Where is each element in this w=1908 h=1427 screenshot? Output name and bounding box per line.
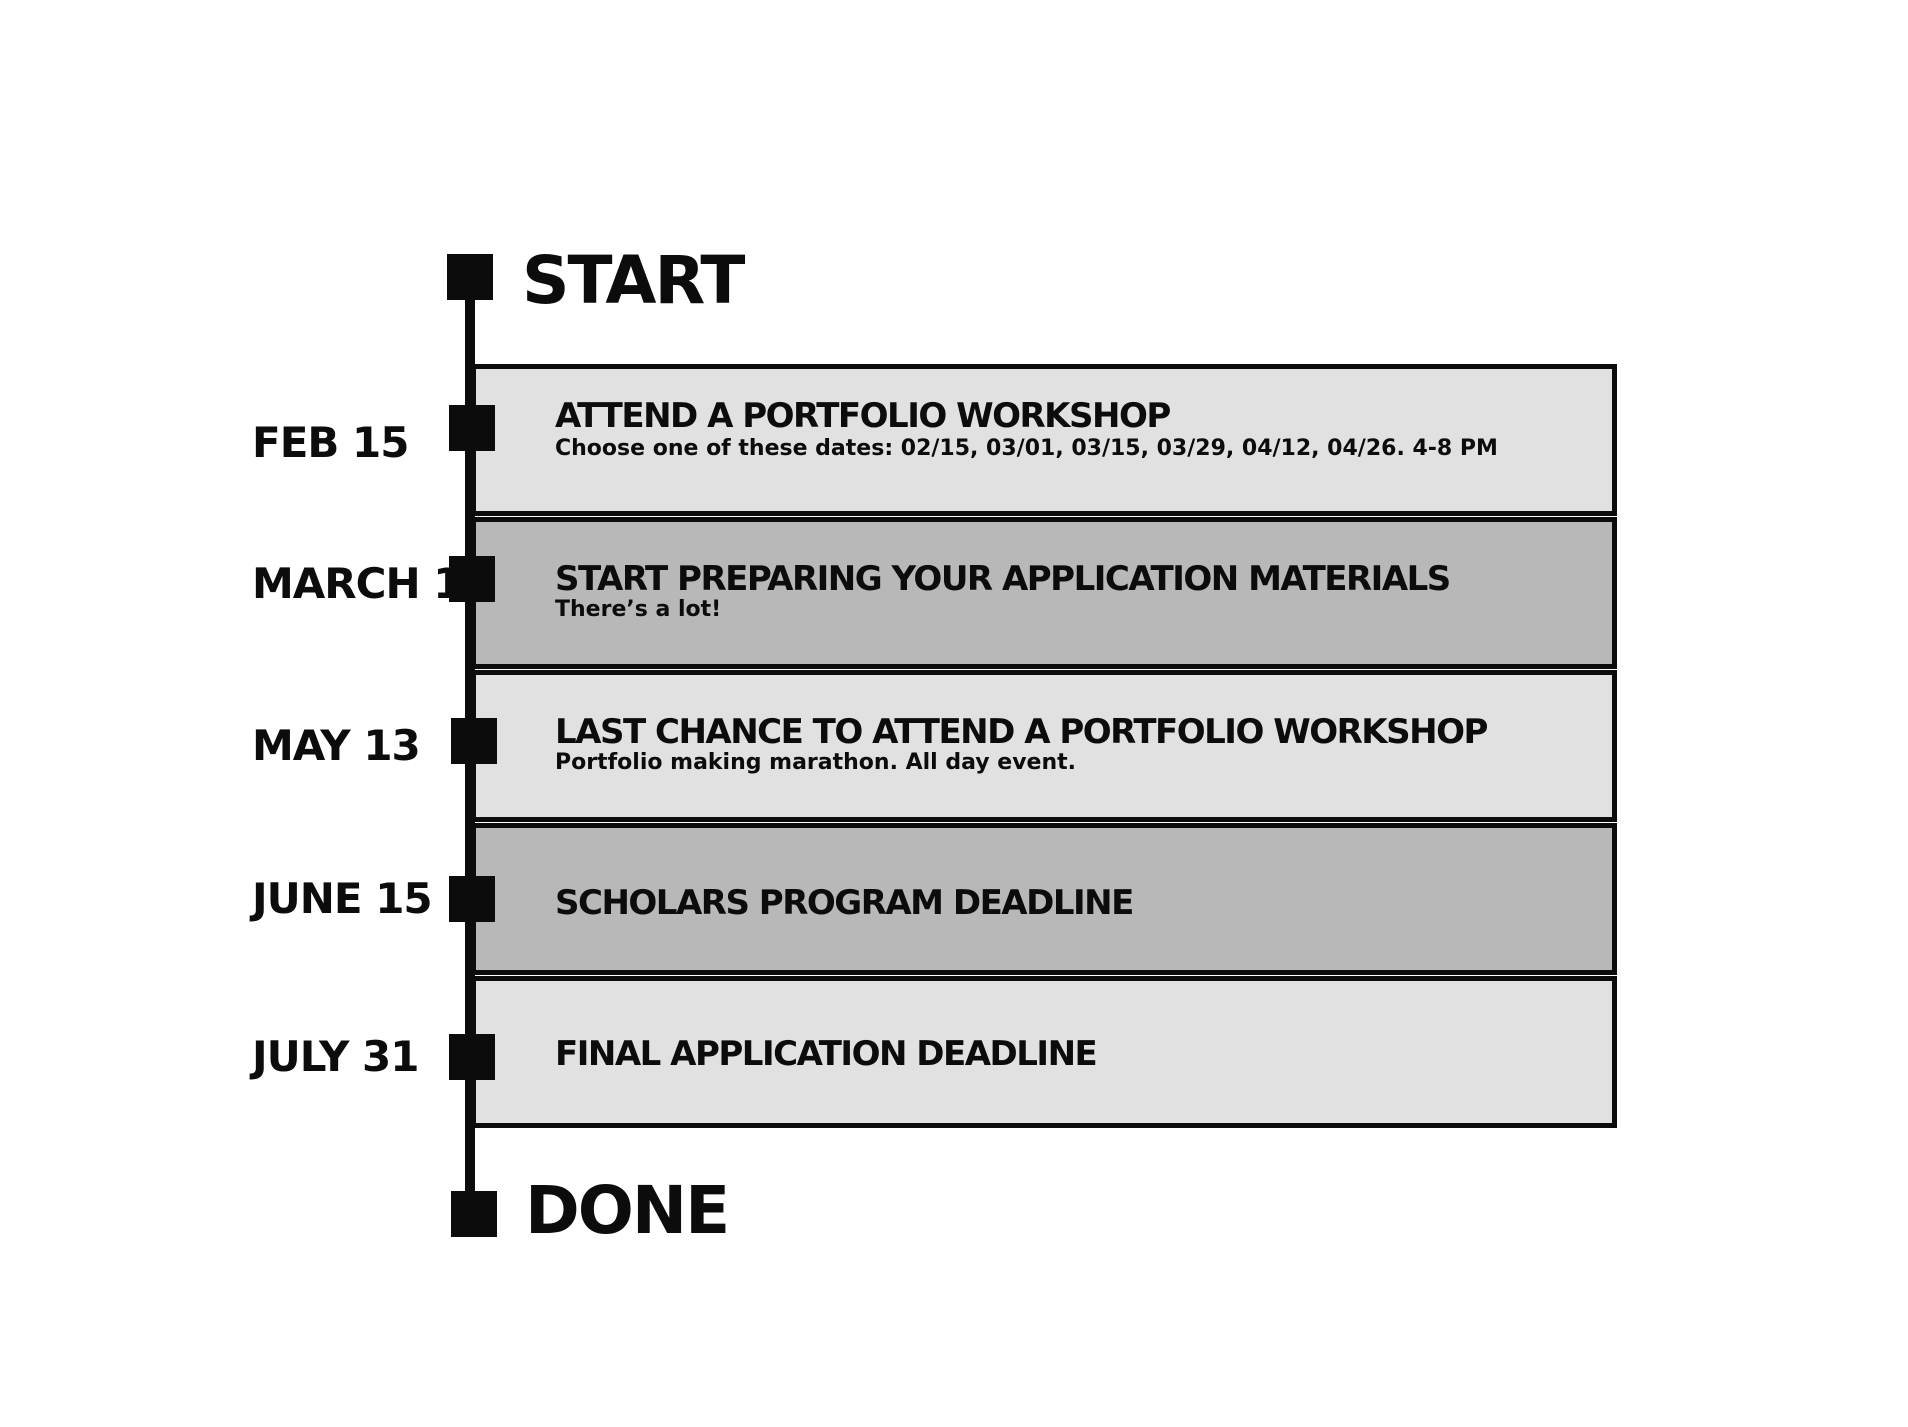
milestone-marker: [451, 718, 497, 764]
milestone-title: LAST CHANCE TO ATTEND A PORTFOLIO WORKSHOP: [555, 712, 1487, 752]
milestone-date: FEB 15: [252, 418, 409, 467]
milestone-subtitle: There’s a lot!: [555, 597, 722, 622]
milestone-row: [471, 823, 1617, 975]
milestone-subtitle: Choose one of these dates: 02/15, 03/01, 03/15, 03/29, 04/12, 04/26. 4-8 PM: [555, 436, 1498, 461]
milestone-date: MARCH 1: [252, 559, 462, 608]
milestone-title: FINAL APPLICATION DEADLINE: [555, 1034, 1097, 1074]
milestone-marker: [449, 405, 495, 451]
milestone-marker: [449, 876, 495, 922]
milestone-row: [471, 976, 1617, 1128]
milestone-row: [471, 364, 1617, 516]
milestone-title: START PREPARING YOUR APPLICATION MATERIALS: [555, 559, 1450, 599]
done-label: DONE: [525, 1172, 729, 1249]
milestone-row: [471, 517, 1617, 669]
milestone-subtitle: Portfolio making marathon. All day event.: [555, 750, 1076, 775]
start-label: START: [522, 242, 744, 319]
milestone-title: SCHOLARS PROGRAM DEADLINE: [555, 883, 1133, 923]
milestone-date: MAY 13: [252, 721, 420, 770]
done-marker: [451, 1191, 497, 1237]
milestone-date: JULY 31: [252, 1032, 419, 1081]
milestone-row: [471, 670, 1617, 822]
start-marker: [447, 254, 493, 300]
milestone-date: JUNE 15: [252, 874, 432, 923]
milestone-title: ATTEND A PORTFOLIO WORKSHOP: [555, 396, 1170, 436]
milestone-marker: [449, 1034, 495, 1080]
